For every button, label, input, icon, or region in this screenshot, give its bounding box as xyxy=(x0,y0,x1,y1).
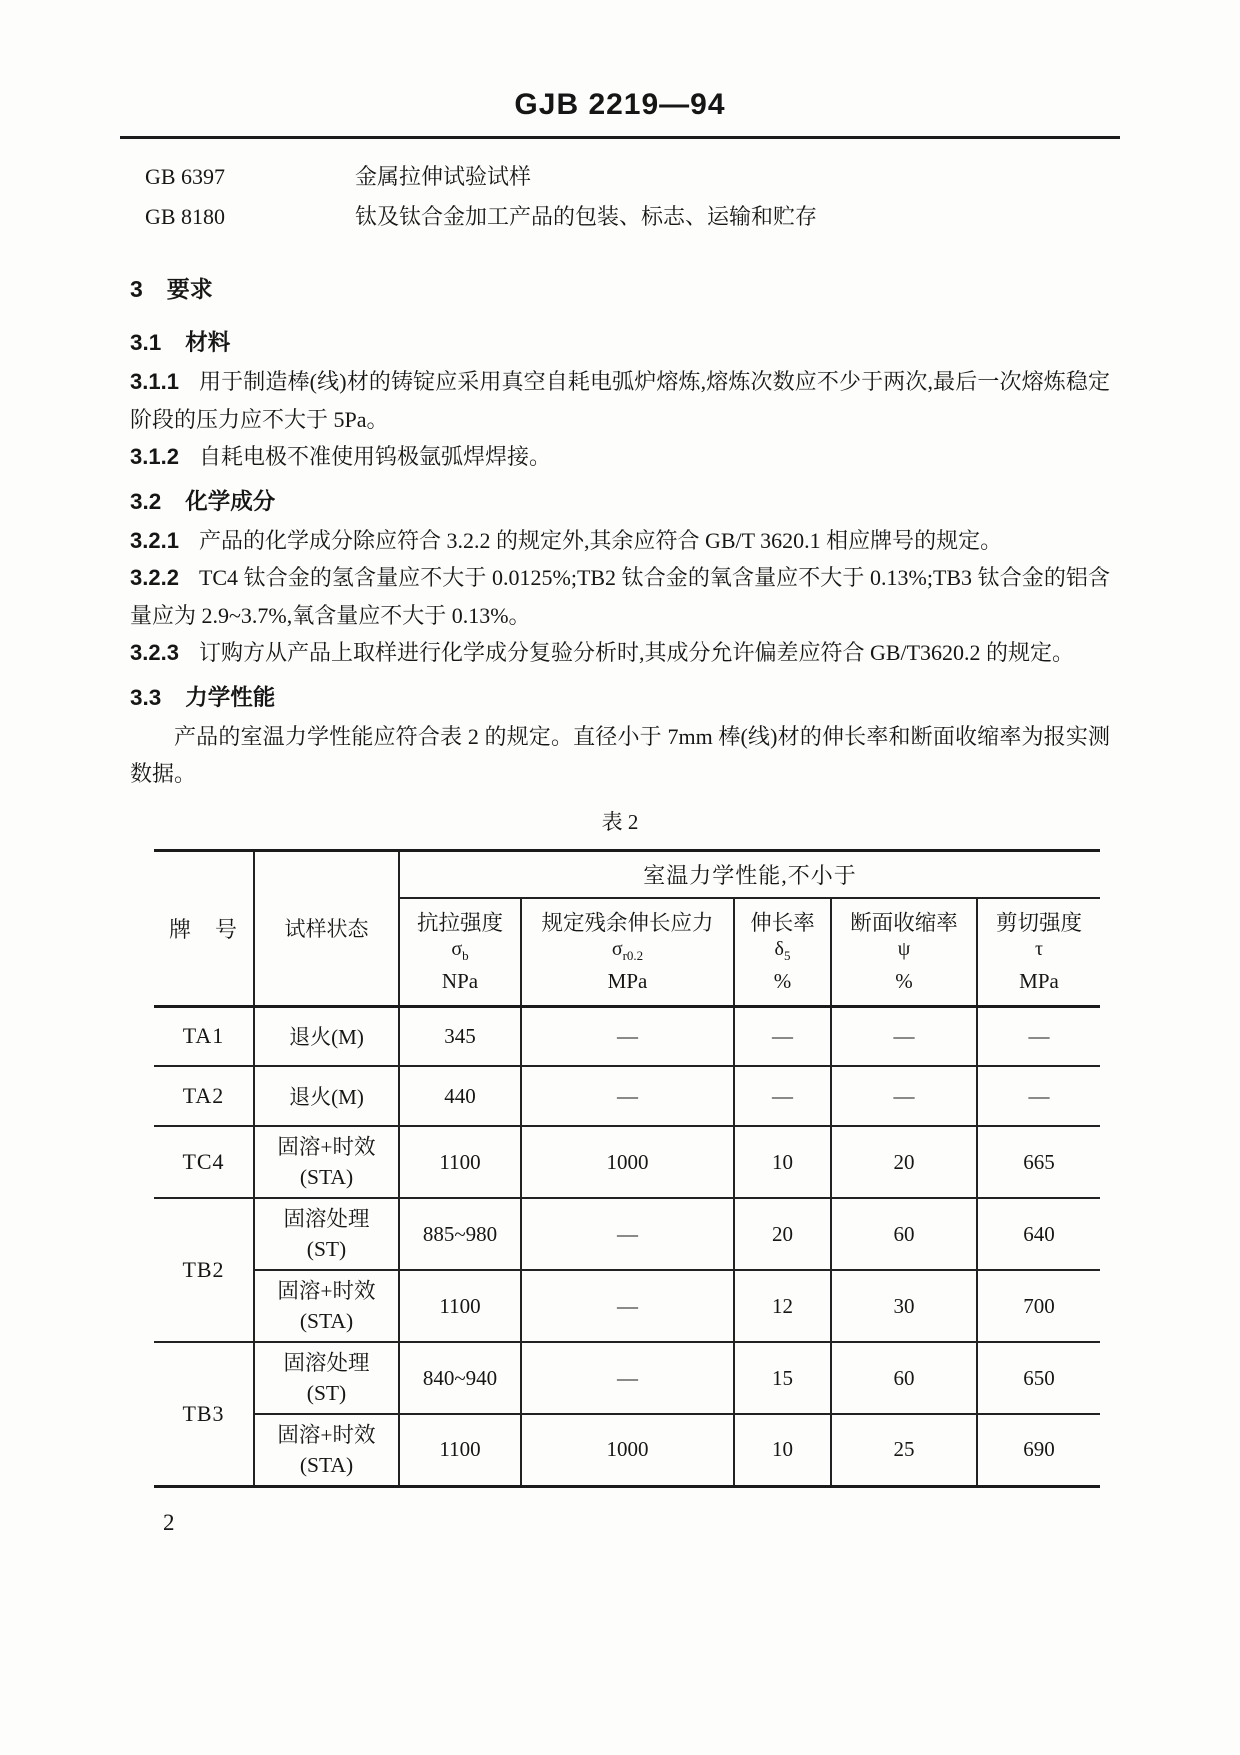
clause-text: 产品的化学成分除应符合 3.2.2 的规定外,其余应符合 GB/T 3620.1 相应牌号的规定。 xyxy=(198,527,1003,553)
table-cell: — xyxy=(831,1066,977,1126)
state-cell xyxy=(254,1270,399,1342)
table-cell: 345 xyxy=(399,1006,521,1066)
table-cell: 885~980 xyxy=(399,1198,521,1270)
table-caption: 表 2 xyxy=(601,809,639,834)
clause-3-1-2 xyxy=(130,438,1110,476)
col-header-name: 规定残余伸长应力 xyxy=(541,910,714,935)
state-line: 固溶处理 xyxy=(283,1207,370,1231)
state-line: 固溶+时效 xyxy=(277,1135,376,1159)
clause-text: 订购方从产品上取样进行化学成分复验分析时,其成分允许偏差应符合 GB/T3620.2 的规定。 xyxy=(198,640,1075,665)
table-cell: 25 xyxy=(831,1414,977,1486)
reference-code: GB 6397 xyxy=(145,164,226,189)
clause-number: 3.2.1 xyxy=(130,527,179,553)
section-heading-3-1 xyxy=(130,323,1110,363)
state-cell: 退火(M) xyxy=(254,1066,399,1126)
state-cell xyxy=(254,1126,399,1198)
state-line: (STA) xyxy=(299,1452,354,1477)
col-header-symbol: ψ xyxy=(897,937,911,960)
state-line: 固溶+时效 xyxy=(277,1279,376,1303)
page-number: 2 xyxy=(163,1510,175,1535)
table-cell: 1100 xyxy=(399,1414,521,1486)
table-cell: 20 xyxy=(734,1198,831,1270)
table-row-ta1 xyxy=(154,1006,1100,1066)
col-header-residual-elongation-stress xyxy=(521,898,734,1006)
state-cell: 退火(M) xyxy=(254,1006,399,1066)
col-header-symbol: $\delta_5$ xyxy=(774,937,791,963)
section-number: 3.1 xyxy=(130,330,162,355)
col-header-unit: MPa xyxy=(1019,968,1059,993)
section-heading-3 xyxy=(130,269,1110,309)
reference-title: 钛及钛合金加工产品的包装、标志、运输和贮存 xyxy=(355,204,818,229)
table-cell: 650 xyxy=(977,1342,1100,1414)
table-cell: — xyxy=(521,1270,734,1342)
table-cell: — xyxy=(521,1198,734,1270)
doc-code-header: GJB 2219—94 xyxy=(514,88,726,121)
state-line: (ST) xyxy=(306,1237,347,1261)
table-row-tb2-st xyxy=(154,1198,1100,1270)
reference-code: GB 8180 xyxy=(145,204,226,229)
state-cell xyxy=(254,1414,399,1486)
clause-3-2-2 xyxy=(130,559,1110,634)
clause-number: 3.1.1 xyxy=(130,369,179,394)
table-row-tb3-sta xyxy=(154,1414,1100,1486)
clause-text: TC4 钛合金的氢含量应不大于 0.0125%;TB2 钛合金的氧含量应不大于 0.13%;TB3 钛合金的铝含量应为 2.9~3.7%,氧含量应不大于 0.13%。 xyxy=(130,565,1110,628)
section-heading-3-3 xyxy=(130,678,1110,718)
col-header-symbol: τ xyxy=(1034,937,1044,960)
table-cell: 10 xyxy=(734,1126,831,1198)
grade-cell: TA1 xyxy=(154,1006,254,1066)
grade-cell: TB2 xyxy=(154,1198,254,1342)
table-row-ta2 xyxy=(154,1066,1100,1126)
table-cell: 30 xyxy=(831,1270,977,1342)
clause-3-1-1 xyxy=(130,363,1110,438)
col-header-unit: % xyxy=(773,968,792,993)
table-row-tc4 xyxy=(154,1126,1100,1198)
clause-number: 3.2.3 xyxy=(130,640,179,665)
section-heading-3-2 xyxy=(130,482,1110,522)
clause-3-3-body: 产品的室温力学性能应符合表 2 的规定。直径小于 7mm 棒(线)材的伸长率和断面收缩率为报实测数据。 xyxy=(130,723,1110,786)
state-cell xyxy=(254,1198,399,1270)
table-cell: — xyxy=(977,1066,1100,1126)
table-cell: 60 xyxy=(831,1342,977,1414)
table-row-tb3-st xyxy=(154,1342,1100,1414)
col-header-name: 剪切强度 xyxy=(995,910,1082,935)
table-cell: — xyxy=(521,1066,734,1126)
col-header-specimen-state: 试样状态 xyxy=(254,850,399,1006)
reference-item xyxy=(145,197,1110,237)
col-header-name: 抗拉强度 xyxy=(416,910,503,935)
clause-text: 用于制造棒(线)材的铸锭应采用真空自耗电弧炉熔炼,熔炼次数应不少于两次,最后一次熔炼稳定阶段的压力应不大于 5Pa。 xyxy=(130,369,1110,432)
col-header-grade: 牌 号 xyxy=(154,850,254,1006)
state-line: 固溶处理 xyxy=(283,1351,370,1375)
mechanical-properties-table xyxy=(154,849,1100,1488)
clause-3-2-1 xyxy=(130,522,1110,560)
state-line: (ST) xyxy=(306,1381,347,1405)
state-line: (STA) xyxy=(299,1165,354,1189)
clause-3-2-3 xyxy=(130,634,1110,672)
section-number: 3.3 xyxy=(130,684,162,710)
clause-text: 自耗电极不准使用钨极氩弧焊焊接。 xyxy=(198,444,551,469)
section-number: 3.2 xyxy=(130,488,162,514)
col-header-unit: % xyxy=(895,968,913,993)
col-header-unit: NPa xyxy=(441,968,479,993)
col-header-name: 伸长率 xyxy=(750,910,815,935)
col-header-symbol: $\sigma_b$ xyxy=(451,937,469,963)
col-header-tensile-strength xyxy=(399,898,521,1006)
table-cell: 1100 xyxy=(399,1270,521,1342)
state-cell xyxy=(254,1342,399,1414)
table-cell: 665 xyxy=(977,1126,1100,1198)
reference-item xyxy=(145,157,1110,197)
section-title: 要求 xyxy=(166,276,213,302)
col-header-unit: MPa xyxy=(607,968,648,993)
table-cell: 12 xyxy=(734,1270,831,1342)
table-cell: — xyxy=(734,1006,831,1066)
grade-cell: TB3 xyxy=(154,1342,254,1486)
section-number: 3 xyxy=(130,276,143,302)
grade-cell: TC4 xyxy=(154,1126,254,1198)
table-cell: — xyxy=(521,1006,734,1066)
section-title: 材料 xyxy=(185,330,231,355)
reference-list xyxy=(145,157,1110,237)
table-cell: 60 xyxy=(831,1198,977,1270)
table-cell: 1000 xyxy=(521,1414,734,1486)
table-cell: 700 xyxy=(977,1270,1100,1342)
clause-number: 3.2.2 xyxy=(130,565,179,590)
table-cell: — xyxy=(521,1342,734,1414)
table-cell: 1000 xyxy=(521,1126,734,1198)
table-cell: — xyxy=(734,1066,831,1126)
table-header-row-group xyxy=(154,850,1100,898)
table-cell: 840~940 xyxy=(399,1342,521,1414)
col-header-symbol: $\sigma_{r0.2}$ xyxy=(611,937,644,963)
section-title: 力学性能 xyxy=(185,684,276,710)
table-cell: 640 xyxy=(977,1198,1100,1270)
table-cell: 15 xyxy=(734,1342,831,1414)
col-header-reduction-of-area xyxy=(831,898,977,1006)
col-header-shear-strength xyxy=(977,898,1100,1006)
state-line: (STA) xyxy=(299,1309,354,1333)
clause-number: 3.1.2 xyxy=(130,444,179,469)
grade-cell: TA2 xyxy=(154,1066,254,1126)
table-cell: 1100 xyxy=(399,1126,521,1198)
section-title: 化学成分 xyxy=(185,488,276,514)
table-cell: — xyxy=(831,1006,977,1066)
table-row-tb2-sta xyxy=(154,1270,1100,1342)
header-rule xyxy=(120,136,1120,139)
reference-title: 金属拉伸试验试样 xyxy=(355,164,532,189)
state-line: 固溶+时效 xyxy=(277,1422,376,1447)
table-cell: — xyxy=(977,1006,1100,1066)
table-cell: 20 xyxy=(831,1126,977,1198)
col-header-elongation xyxy=(734,898,831,1006)
table-cell: 690 xyxy=(977,1414,1100,1486)
table-cell: 10 xyxy=(734,1414,831,1486)
col-header-room-temp-properties: 室温力学性能,不小于 xyxy=(399,850,1100,898)
col-header-name: 断面收缩率 xyxy=(850,910,958,935)
table-cell: 440 xyxy=(399,1066,521,1126)
